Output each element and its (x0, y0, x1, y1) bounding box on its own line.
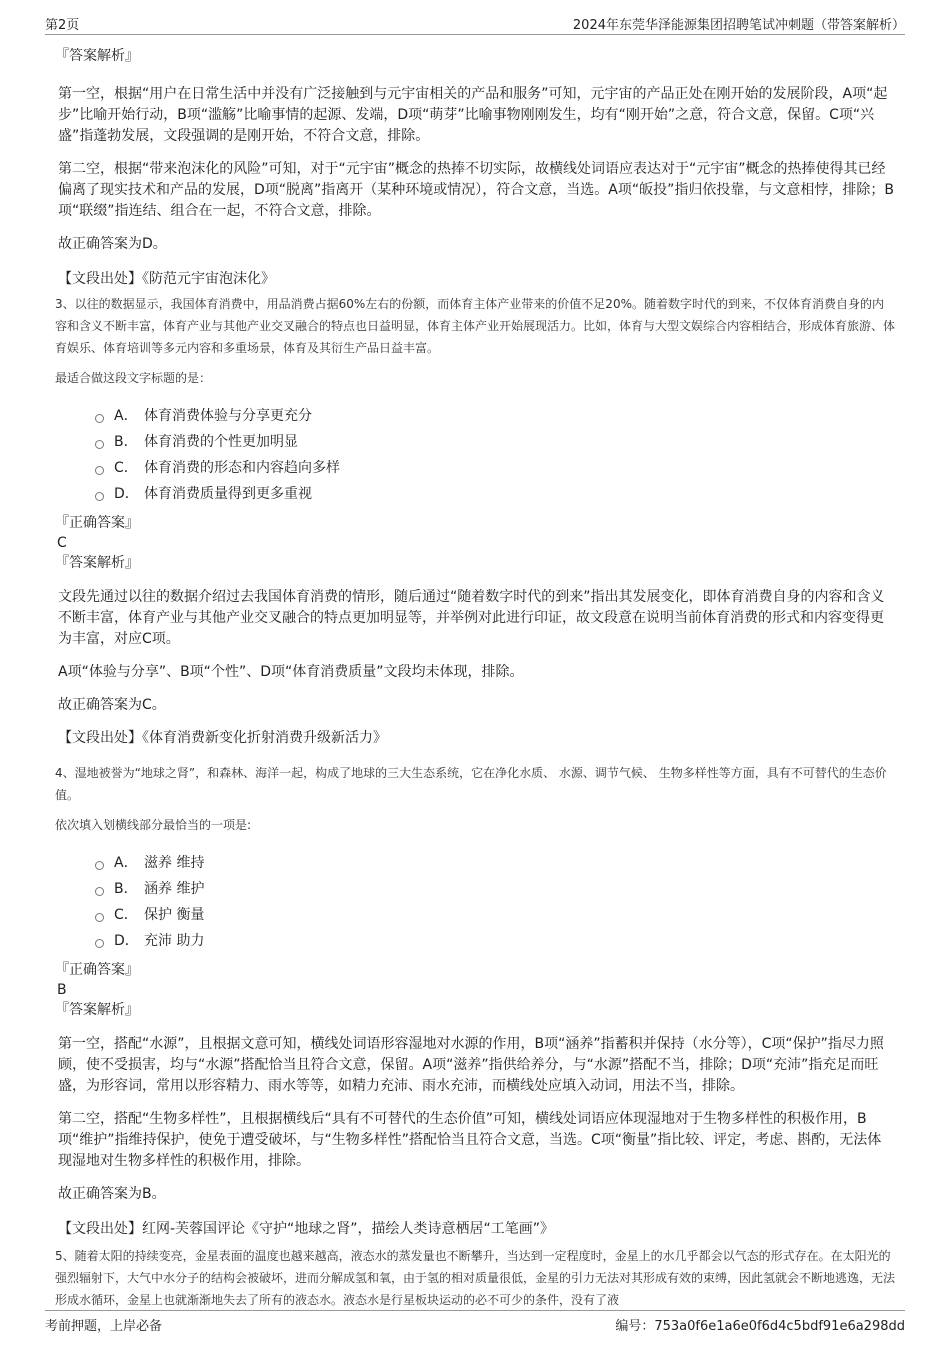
analysis-paragraph: 文段先通过以往的数据介绍过去我国体育消费的情形，随后通过“随着数字时代的到来”指出其发展变化，即体育消费自身的内容和含义不断丰富，体育产业与其他产业交叉融合的特点更加明显等，并举例对此进行印证，故文段意在说明当前体育消费的形式和内容变得更为丰富，对应C项。 (58, 589, 885, 647)
analysis-paragraph: 第一空，搭配“水源”，且根据文意可知，横线处词语形容湿地对水源的作用，B项“涵养”指蓄积并保持（水分等），C项“保护”指尽力照顾，使不受损害，均与“水源”搭配恰当且符合文意，保留。A项“滋养”指供给养分，与“水源”搭配不当，排除；D项“充沛”指充足而旺盛，为形容词，常用以形容精力、雨水等等，如精力充沛、雨水充沛，而横线处应填入动词，用法不当，排除。 (58, 1036, 884, 1094)
analysis-conclusion: 故正确答案为D。 (58, 236, 167, 252)
question-stem: 3、以往的数据显示，我国体育消费中，用品消费占据60%左右的份额，而体育主体产业带来的价值不足20%。随着数字时代的到来，不仅体育消费自身的内容和含义不断丰富，体育产业与其他产业交叉融合的特点也日益明显，体育主体产业开始展现活力。比如，体育与大型文娱综合内容相结合，形成体育旅游、体育娱乐、体育培训等多元内容和多重场景，体育及其衍生产品日益丰富。 (55, 297, 896, 355)
option-d[interactable]: D． 充沛 助力 (95, 928, 895, 954)
option-c[interactable]: C． 保护 衡量 (95, 902, 895, 928)
correct-answer: C (57, 535, 67, 551)
radio-icon[interactable] (95, 466, 104, 475)
question-prompt: 依次填入划横线部分最恰当的一项是: (55, 818, 252, 832)
radio-icon[interactable] (95, 913, 104, 922)
option-b[interactable]: B． 体育消费的个性更加明显 (95, 429, 895, 455)
footer-slogan: 考前押题，上岸必备 (45, 1319, 163, 1334)
analysis-paragraph: 第一空，根据“用户在日常生活中并没有广泛接触到与元宇宙相关的产品和服务”可知，元宇宙的产品正处在刚开始的发展阶段，A项“起步”比喻开始行动，B项“滥觞”比喻事情的起源、发端，D项“萌芽”比喻事物刚刚发生，均有“刚开始”之意，符合文意，保留。C项“兴盛”指蓬勃发展，文段强调的是刚开始，不符合文意，排除。 (58, 86, 888, 144)
analysis-label: 『答案解析』 (55, 48, 139, 64)
analysis-paragraph: 第二空，搭配“生物多样性”，且根据横线后“具有不可替代的生态价值”可知，横线处词语应体现湿地对于生物多样性的积极作用，B项“维护”指维持保护，使免于遭受破坏，与“生物多样性”搭配恰当且符合文意，当选。C项“衡量”指比较、评定，考虑、斟酌，无法体现湿地对生物多样性的积极作用，排除。 (58, 1111, 882, 1169)
correct-answer-label: 『正确答案』 (55, 962, 139, 978)
document-id: 编号：753a0f6e1a6e0f6d4c5bdf91e6a298dd (615, 1319, 905, 1334)
question-prompt: 最适合做这段文字标题的是： (55, 371, 212, 385)
option-list (55, 850, 895, 954)
option-a[interactable]: A． 体育消费体验与分享更充分 (95, 403, 895, 429)
option-c[interactable]: C． 体育消费的形态和内容趋向多样 (95, 455, 895, 481)
option-d[interactable]: D． 体育消费质量得到更多重视 (95, 481, 895, 507)
text-source: 【文段出处】《防范元宇宙泡沫化》 (58, 271, 275, 287)
page-header (45, 14, 905, 35)
radio-icon[interactable] (95, 939, 104, 948)
radio-icon[interactable] (95, 887, 104, 896)
radio-icon[interactable] (95, 440, 104, 449)
page-footer (45, 1310, 905, 1335)
radio-icon[interactable] (95, 414, 104, 423)
option-list (55, 403, 895, 507)
text-source: 【文段出处】红网-芙蓉国评论《守护“地球之肾”，描绘人类诗意栖居“工笔画”》 (58, 1221, 555, 1237)
page-number: 第2页 (45, 18, 80, 33)
radio-icon[interactable] (95, 492, 104, 501)
radio-icon[interactable] (95, 861, 104, 870)
question-stem: 5、随着太阳的持续变亮，金星表面的温度也越来越高，液态水的蒸发量也不断攀升，当达到一定程度时，金星上的水几乎都会以气态的形式存在。在太阳光的强烈辐射下，大气中水分子的结构会被破坏，进而分解成氢和氧，由于氢的相对质量很低，金星的引力无法对其形成有效的束缚，因此氢就会不断地逃逸，无法形成水循环，金星上也就渐渐地失去了所有的液态水。液态水是行星板块运动的必不可少的条件，没有了液 (55, 1249, 896, 1307)
text-source: 【文段出处】《体育消费新变化折射消费升级新活力》 (58, 730, 387, 746)
correct-answer: B (57, 982, 67, 998)
analysis-conclusion: 故正确答案为C。 (58, 697, 166, 713)
option-a[interactable]: A． 滋养 维持 (95, 850, 895, 876)
question-stem: 4、湿地被誉为“地球之肾”，和森林、海洋一起，构成了地球的三大生态系统，它在净化水质、 水源、调节气候、 生物多样性等方面，具有不可替代的生态价值。 (55, 766, 887, 802)
analysis-conclusion: 故正确答案为B。 (58, 1186, 166, 1202)
analysis-paragraph: A项“体验与分享”、B项“个性”、D项“体育消费质量”文段均未体现，排除。 (58, 664, 524, 680)
option-b[interactable]: B． 涵养 维护 (95, 876, 895, 902)
document-body (55, 42, 895, 1311)
document-title: 2024年东莞华泽能源集团招聘笔试冲刺题（带答案解析） (572, 18, 905, 33)
correct-answer-label: 『正确答案』 (55, 515, 139, 531)
analysis-label: 『答案解析』 (55, 555, 139, 571)
analysis-label: 『答案解析』 (55, 1002, 139, 1018)
analysis-paragraph: 第二空，根据“带来泡沫化的风险”可知，对于“元宇宙”概念的热捧不切实际，故横线处词语应表达对于“元宇宙”概念的热捧使得其已经偏离了现实技术和产品的发展，D项“脱离”指离开（某种环境或情况），符合文意，当选。A项“皈投”指归依投靠，与文意相悖，排除；B项“联缀”指连结、组合在一起，不符合文意，排除。 (58, 161, 894, 219)
